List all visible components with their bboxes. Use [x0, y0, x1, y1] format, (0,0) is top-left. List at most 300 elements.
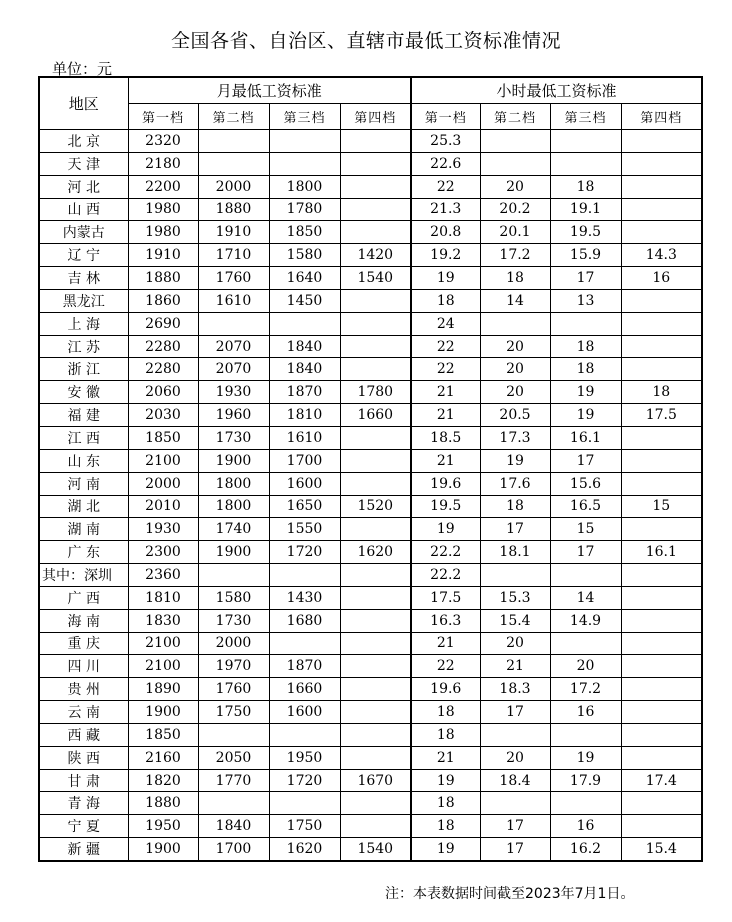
- monthly-wage-cell: 1890: [128, 678, 198, 701]
- monthly-wage-cell: 1430: [269, 586, 340, 609]
- monthly-wage-cell: 1700: [198, 838, 269, 861]
- monthly-wage-cell: 1900: [128, 838, 198, 861]
- monthly-wage-cell: [198, 723, 269, 746]
- monthly-wage-cell: [340, 655, 411, 678]
- monthly-wage-cell: 1850: [128, 723, 198, 746]
- monthly-wage-cell: 1830: [128, 609, 198, 632]
- hourly-wage-cell: 20.2: [480, 198, 550, 221]
- table-row: [39, 609, 702, 632]
- hourly-wage-cell: 18: [480, 495, 550, 518]
- hourly-wage-cell: 21: [480, 655, 550, 678]
- hourly-wage-cell: 17.2: [550, 678, 621, 701]
- hourly-wage-cell: 16.1: [550, 426, 621, 449]
- monthly-wage-cell: 1880: [198, 198, 269, 221]
- monthly-wage-cell: 1930: [198, 381, 269, 404]
- monthly-wage-cell: 1760: [198, 678, 269, 701]
- table-row: [39, 632, 702, 655]
- unit-label: 单位：元: [52, 60, 113, 78]
- monthly-wage-cell: 2100: [128, 632, 198, 655]
- hourly-wage-cell: 15.9: [550, 244, 621, 267]
- region-cell: 河 南: [39, 472, 128, 495]
- monthly-wage-cell: 1660: [340, 404, 411, 427]
- region-cell: 甘 肃: [39, 769, 128, 792]
- monthly-wage-cell: [269, 632, 340, 655]
- monthly-wage-cell: 2180: [128, 152, 198, 175]
- hourly-wage-cell: 16: [550, 815, 621, 838]
- region-cell: 上 海: [39, 312, 128, 335]
- monthly-wage-cell: 2690: [128, 312, 198, 335]
- hourly-wage-cell: 21.3: [411, 198, 480, 221]
- monthly-wage-cell: 1620: [340, 541, 411, 564]
- monthly-wage-cell: [340, 130, 411, 153]
- monthly-wage-cell: 1840: [198, 815, 269, 838]
- hourly-wage-cell: [621, 815, 702, 838]
- hourly-wage-cell: 15: [621, 495, 702, 518]
- monthly-wage-cell: 1600: [269, 701, 340, 724]
- monthly-wage-cell: 1720: [269, 769, 340, 792]
- hourly-wage-cell: 17.3: [480, 426, 550, 449]
- monthly-wage-cell: [340, 632, 411, 655]
- header-monthly-tier: 第四档: [340, 104, 411, 130]
- monthly-wage-cell: 1670: [340, 769, 411, 792]
- monthly-wage-cell: [340, 449, 411, 472]
- table-row: [39, 267, 702, 290]
- monthly-wage-cell: [198, 130, 269, 153]
- hourly-wage-cell: 22.2: [411, 541, 480, 564]
- hourly-wage-cell: 17.2: [480, 244, 550, 267]
- table-row: [39, 564, 702, 587]
- monthly-wage-cell: [340, 792, 411, 815]
- region-cell: 辽 宁: [39, 244, 128, 267]
- region-cell: 云 南: [39, 701, 128, 724]
- region-cell: 浙 江: [39, 358, 128, 381]
- hourly-wage-cell: 17.4: [621, 769, 702, 792]
- hourly-wage-cell: 17.6: [480, 472, 550, 495]
- table-row: [39, 723, 702, 746]
- hourly-wage-cell: [621, 792, 702, 815]
- monthly-wage-cell: 1880: [128, 792, 198, 815]
- hourly-wage-cell: [621, 472, 702, 495]
- monthly-wage-cell: 1710: [198, 244, 269, 267]
- monthly-wage-cell: [340, 221, 411, 244]
- header-hourly-tier: 第三档: [550, 104, 621, 130]
- monthly-wage-cell: 1980: [128, 198, 198, 221]
- hourly-wage-cell: 20: [480, 175, 550, 198]
- monthly-wage-cell: 1520: [340, 495, 411, 518]
- monthly-wage-cell: 2320: [128, 130, 198, 153]
- hourly-wage-cell: 18: [411, 723, 480, 746]
- region-cell: 河 北: [39, 175, 128, 198]
- region-cell: 青 海: [39, 792, 128, 815]
- hourly-wage-cell: [550, 792, 621, 815]
- hourly-wage-cell: 18.1: [480, 541, 550, 564]
- hourly-wage-cell: 22: [411, 655, 480, 678]
- hourly-wage-cell: 16.1: [621, 541, 702, 564]
- hourly-wage-cell: 18: [411, 815, 480, 838]
- header-monthly-tier: 第一档: [128, 104, 198, 130]
- monthly-wage-cell: [269, 312, 340, 335]
- hourly-wage-cell: 19: [550, 746, 621, 769]
- hourly-wage-cell: 18: [480, 267, 550, 290]
- monthly-wage-cell: 1620: [269, 838, 340, 861]
- header-region: 地区: [39, 77, 128, 130]
- hourly-wage-cell: 20: [480, 381, 550, 404]
- header-monthly-tier: 第二档: [198, 104, 269, 130]
- monthly-wage-cell: [340, 472, 411, 495]
- monthly-wage-cell: [340, 312, 411, 335]
- region-cell: 陕 西: [39, 746, 128, 769]
- monthly-wage-cell: 1850: [128, 426, 198, 449]
- hourly-wage-cell: 19.1: [550, 198, 621, 221]
- hourly-wage-cell: 21: [411, 449, 480, 472]
- hourly-wage-cell: [550, 130, 621, 153]
- header-hourly-group: 小时最低工资标准: [411, 77, 702, 104]
- hourly-wage-cell: 17.5: [621, 404, 702, 427]
- monthly-wage-cell: 1420: [340, 244, 411, 267]
- region-cell: 广 东: [39, 541, 128, 564]
- table-row: [39, 746, 702, 769]
- hourly-wage-cell: 18.3: [480, 678, 550, 701]
- monthly-wage-cell: 1700: [269, 449, 340, 472]
- monthly-wage-cell: 2070: [198, 335, 269, 358]
- table-row: [39, 769, 702, 792]
- hourly-wage-cell: 19.2: [411, 244, 480, 267]
- hourly-wage-cell: 13: [550, 289, 621, 312]
- monthly-wage-cell: 1800: [198, 495, 269, 518]
- region-cell: 黑龙江: [39, 289, 128, 312]
- region-cell: 福 建: [39, 404, 128, 427]
- monthly-wage-cell: 1840: [269, 335, 340, 358]
- region-cell: 天 津: [39, 152, 128, 175]
- hourly-wage-cell: 19.5: [550, 221, 621, 244]
- hourly-wage-cell: [621, 678, 702, 701]
- page-title: 全国各省、自治区、直辖市最低工资标准情况: [170, 30, 561, 52]
- hourly-wage-cell: 17: [480, 701, 550, 724]
- monthly-wage-cell: 1650: [269, 495, 340, 518]
- region-cell: 内蒙古: [39, 221, 128, 244]
- hourly-wage-cell: 16.5: [550, 495, 621, 518]
- monthly-wage-cell: [340, 564, 411, 587]
- monthly-wage-cell: 1970: [198, 655, 269, 678]
- hourly-wage-cell: 19.6: [411, 472, 480, 495]
- region-cell: 贵 州: [39, 678, 128, 701]
- hourly-wage-cell: [480, 312, 550, 335]
- hourly-wage-cell: [621, 426, 702, 449]
- monthly-wage-cell: [340, 175, 411, 198]
- hourly-wage-cell: [621, 655, 702, 678]
- monthly-wage-cell: 1900: [198, 449, 269, 472]
- hourly-wage-cell: [621, 175, 702, 198]
- monthly-wage-cell: 1930: [128, 518, 198, 541]
- hourly-wage-cell: 19.6: [411, 678, 480, 701]
- hourly-wage-cell: 18.5: [411, 426, 480, 449]
- monthly-wage-cell: 1600: [269, 472, 340, 495]
- hourly-wage-cell: [621, 130, 702, 153]
- hourly-wage-cell: 17: [550, 267, 621, 290]
- monthly-wage-cell: 1810: [128, 586, 198, 609]
- hourly-wage-cell: 17.9: [550, 769, 621, 792]
- table-body: [39, 130, 702, 862]
- table-row: [39, 792, 702, 815]
- monthly-wage-cell: [340, 609, 411, 632]
- hourly-wage-cell: 15.4: [621, 838, 702, 861]
- monthly-wage-cell: 1870: [269, 655, 340, 678]
- monthly-wage-cell: 2050: [198, 746, 269, 769]
- hourly-wage-cell: 20: [480, 358, 550, 381]
- hourly-wage-cell: 17: [550, 541, 621, 564]
- region-cell: 安 徽: [39, 381, 128, 404]
- table-row: [39, 678, 702, 701]
- table-row: [39, 518, 702, 541]
- hourly-wage-cell: 16.3: [411, 609, 480, 632]
- table-row: [39, 130, 702, 153]
- monthly-wage-cell: [340, 815, 411, 838]
- hourly-wage-cell: 16: [550, 701, 621, 724]
- monthly-wage-cell: 1450: [269, 289, 340, 312]
- hourly-wage-cell: 20: [480, 746, 550, 769]
- monthly-wage-cell: 1540: [340, 838, 411, 861]
- table-row: [39, 244, 702, 267]
- table-row: [39, 426, 702, 449]
- monthly-wage-cell: 1950: [269, 746, 340, 769]
- hourly-wage-cell: [480, 792, 550, 815]
- table-row: [39, 152, 702, 175]
- hourly-wage-cell: [621, 358, 702, 381]
- monthly-wage-cell: 1680: [269, 609, 340, 632]
- hourly-wage-cell: 22: [411, 358, 480, 381]
- monthly-wage-cell: 1660: [269, 678, 340, 701]
- region-cell: 湖 南: [39, 518, 128, 541]
- hourly-wage-cell: [621, 518, 702, 541]
- table-row: [39, 449, 702, 472]
- hourly-wage-cell: 20.5: [480, 404, 550, 427]
- hourly-wage-cell: 17.5: [411, 586, 480, 609]
- hourly-wage-cell: 18: [550, 175, 621, 198]
- region-cell: 广 西: [39, 586, 128, 609]
- region-cell: 四 川: [39, 655, 128, 678]
- monthly-wage-cell: [269, 130, 340, 153]
- monthly-wage-cell: 1780: [340, 381, 411, 404]
- header-hourly-tier: 第四档: [621, 104, 702, 130]
- table-row: [39, 312, 702, 335]
- hourly-wage-cell: 18: [411, 792, 480, 815]
- monthly-wage-cell: 1580: [269, 244, 340, 267]
- monthly-wage-cell: 1730: [198, 426, 269, 449]
- monthly-wage-cell: [198, 792, 269, 815]
- monthly-wage-cell: 2280: [128, 358, 198, 381]
- hourly-wage-cell: 22: [411, 175, 480, 198]
- monthly-wage-cell: [340, 358, 411, 381]
- hourly-wage-cell: 15.4: [480, 609, 550, 632]
- table-row: [39, 289, 702, 312]
- table-row: [39, 586, 702, 609]
- hourly-wage-cell: 16: [621, 267, 702, 290]
- hourly-wage-cell: 17: [480, 838, 550, 861]
- hourly-wage-cell: 19: [411, 518, 480, 541]
- monthly-wage-cell: 1820: [128, 769, 198, 792]
- hourly-wage-cell: 25.3: [411, 130, 480, 153]
- monthly-wage-cell: 2070: [198, 358, 269, 381]
- hourly-wage-cell: 15.3: [480, 586, 550, 609]
- table-row: [39, 472, 702, 495]
- region-cell: 北 京: [39, 130, 128, 153]
- monthly-wage-cell: 1960: [198, 404, 269, 427]
- monthly-wage-cell: [269, 723, 340, 746]
- monthly-wage-cell: 1860: [128, 289, 198, 312]
- hourly-wage-cell: 17: [480, 518, 550, 541]
- region-cell: 重 庆: [39, 632, 128, 655]
- monthly-wage-cell: 2300: [128, 541, 198, 564]
- monthly-wage-cell: [340, 701, 411, 724]
- monthly-wage-cell: [340, 289, 411, 312]
- monthly-wage-cell: 2000: [198, 175, 269, 198]
- hourly-wage-cell: 19: [550, 381, 621, 404]
- hourly-wage-cell: [480, 564, 550, 587]
- hourly-wage-cell: 14.9: [550, 609, 621, 632]
- hourly-wage-cell: [621, 564, 702, 587]
- table-row: [39, 541, 702, 564]
- monthly-wage-cell: [340, 152, 411, 175]
- region-cell: 山 东: [39, 449, 128, 472]
- monthly-wage-cell: [340, 518, 411, 541]
- region-cell: 山 西: [39, 198, 128, 221]
- monthly-wage-cell: 1810: [269, 404, 340, 427]
- hourly-wage-cell: 20.1: [480, 221, 550, 244]
- table-row: [39, 404, 702, 427]
- hourly-wage-cell: [621, 152, 702, 175]
- monthly-wage-cell: 1910: [128, 244, 198, 267]
- region-cell: 湖 北: [39, 495, 128, 518]
- hourly-wage-cell: 21: [411, 746, 480, 769]
- hourly-wage-cell: [621, 289, 702, 312]
- monthly-wage-cell: 1950: [128, 815, 198, 838]
- monthly-wage-cell: 1740: [198, 518, 269, 541]
- monthly-wage-cell: 1910: [198, 221, 269, 244]
- monthly-wage-cell: 1900: [198, 541, 269, 564]
- monthly-wage-cell: 2030: [128, 404, 198, 427]
- hourly-wage-cell: 19.5: [411, 495, 480, 518]
- monthly-wage-cell: [198, 152, 269, 175]
- monthly-wage-cell: [269, 152, 340, 175]
- hourly-wage-cell: [550, 152, 621, 175]
- monthly-wage-cell: 2160: [128, 746, 198, 769]
- hourly-wage-cell: 18: [621, 381, 702, 404]
- hourly-wage-cell: [621, 312, 702, 335]
- hourly-wage-cell: [480, 723, 550, 746]
- monthly-wage-cell: 1750: [269, 815, 340, 838]
- hourly-wage-cell: 24: [411, 312, 480, 335]
- hourly-wage-cell: [621, 449, 702, 472]
- hourly-wage-cell: 22.6: [411, 152, 480, 175]
- monthly-wage-cell: 2010: [128, 495, 198, 518]
- monthly-wage-cell: 1550: [269, 518, 340, 541]
- table-row: [39, 701, 702, 724]
- hourly-wage-cell: 19: [550, 404, 621, 427]
- monthly-wage-cell: 1610: [269, 426, 340, 449]
- hourly-wage-cell: 15: [550, 518, 621, 541]
- hourly-wage-cell: 14: [550, 586, 621, 609]
- monthly-wage-cell: 1980: [128, 221, 198, 244]
- monthly-wage-cell: [269, 564, 340, 587]
- table-row: [39, 381, 702, 404]
- region-cell: 江 苏: [39, 335, 128, 358]
- minimum-wage-table: [38, 76, 703, 862]
- hourly-wage-cell: 17: [480, 815, 550, 838]
- hourly-wage-cell: 17: [550, 449, 621, 472]
- monthly-wage-cell: 2060: [128, 381, 198, 404]
- region-cell: 宁 夏: [39, 815, 128, 838]
- monthly-wage-cell: 1880: [128, 267, 198, 290]
- monthly-wage-cell: 2360: [128, 564, 198, 587]
- monthly-wage-cell: 1870: [269, 381, 340, 404]
- monthly-wage-cell: [340, 198, 411, 221]
- monthly-wage-cell: [340, 426, 411, 449]
- header-hourly-tier: 第一档: [411, 104, 480, 130]
- table-row: [39, 838, 702, 861]
- monthly-wage-cell: 2000: [198, 632, 269, 655]
- header-monthly-group: 月最低工资标准: [128, 77, 411, 104]
- hourly-wage-cell: 20: [550, 655, 621, 678]
- hourly-wage-cell: 16.2: [550, 838, 621, 861]
- hourly-wage-cell: [550, 564, 621, 587]
- monthly-wage-cell: 2000: [128, 472, 198, 495]
- hourly-wage-cell: 20: [480, 632, 550, 655]
- hourly-wage-cell: 15.6: [550, 472, 621, 495]
- table-row: [39, 815, 702, 838]
- monthly-wage-cell: 1610: [198, 289, 269, 312]
- region-cell: 海 南: [39, 609, 128, 632]
- hourly-wage-cell: 20: [480, 335, 550, 358]
- table-row: [39, 221, 702, 244]
- monthly-wage-cell: 1840: [269, 358, 340, 381]
- hourly-wage-cell: [621, 746, 702, 769]
- table-row: [39, 358, 702, 381]
- monthly-wage-cell: 1760: [198, 267, 269, 290]
- hourly-wage-cell: [621, 609, 702, 632]
- region-cell: 江 西: [39, 426, 128, 449]
- header-hourly-tier: 第二档: [480, 104, 550, 130]
- monthly-wage-cell: 1800: [269, 175, 340, 198]
- region-cell: 西 藏: [39, 723, 128, 746]
- hourly-wage-cell: 18: [550, 335, 621, 358]
- monthly-wage-cell: 1720: [269, 541, 340, 564]
- hourly-wage-cell: 19: [411, 838, 480, 861]
- monthly-wage-cell: [340, 678, 411, 701]
- hourly-wage-cell: [480, 130, 550, 153]
- monthly-wage-cell: [269, 792, 340, 815]
- hourly-wage-cell: [550, 632, 621, 655]
- table-row: [39, 198, 702, 221]
- footnote: 注：本表数据时间截至2023年7月1日。: [385, 886, 635, 902]
- hourly-wage-cell: [621, 335, 702, 358]
- region-cell: 其中：深圳: [39, 564, 128, 587]
- monthly-wage-cell: 2280: [128, 335, 198, 358]
- monthly-wage-cell: [340, 746, 411, 769]
- monthly-wage-cell: [340, 723, 411, 746]
- monthly-wage-cell: [198, 564, 269, 587]
- monthly-wage-cell: [198, 312, 269, 335]
- hourly-wage-cell: [621, 723, 702, 746]
- hourly-wage-cell: 14: [480, 289, 550, 312]
- region-cell: 吉 林: [39, 267, 128, 290]
- hourly-wage-cell: 20.8: [411, 221, 480, 244]
- monthly-wage-cell: 1850: [269, 221, 340, 244]
- monthly-wage-cell: 1580: [198, 586, 269, 609]
- monthly-wage-cell: 1800: [198, 472, 269, 495]
- monthly-wage-cell: 1730: [198, 609, 269, 632]
- monthly-wage-cell: 1780: [269, 198, 340, 221]
- hourly-wage-cell: [621, 701, 702, 724]
